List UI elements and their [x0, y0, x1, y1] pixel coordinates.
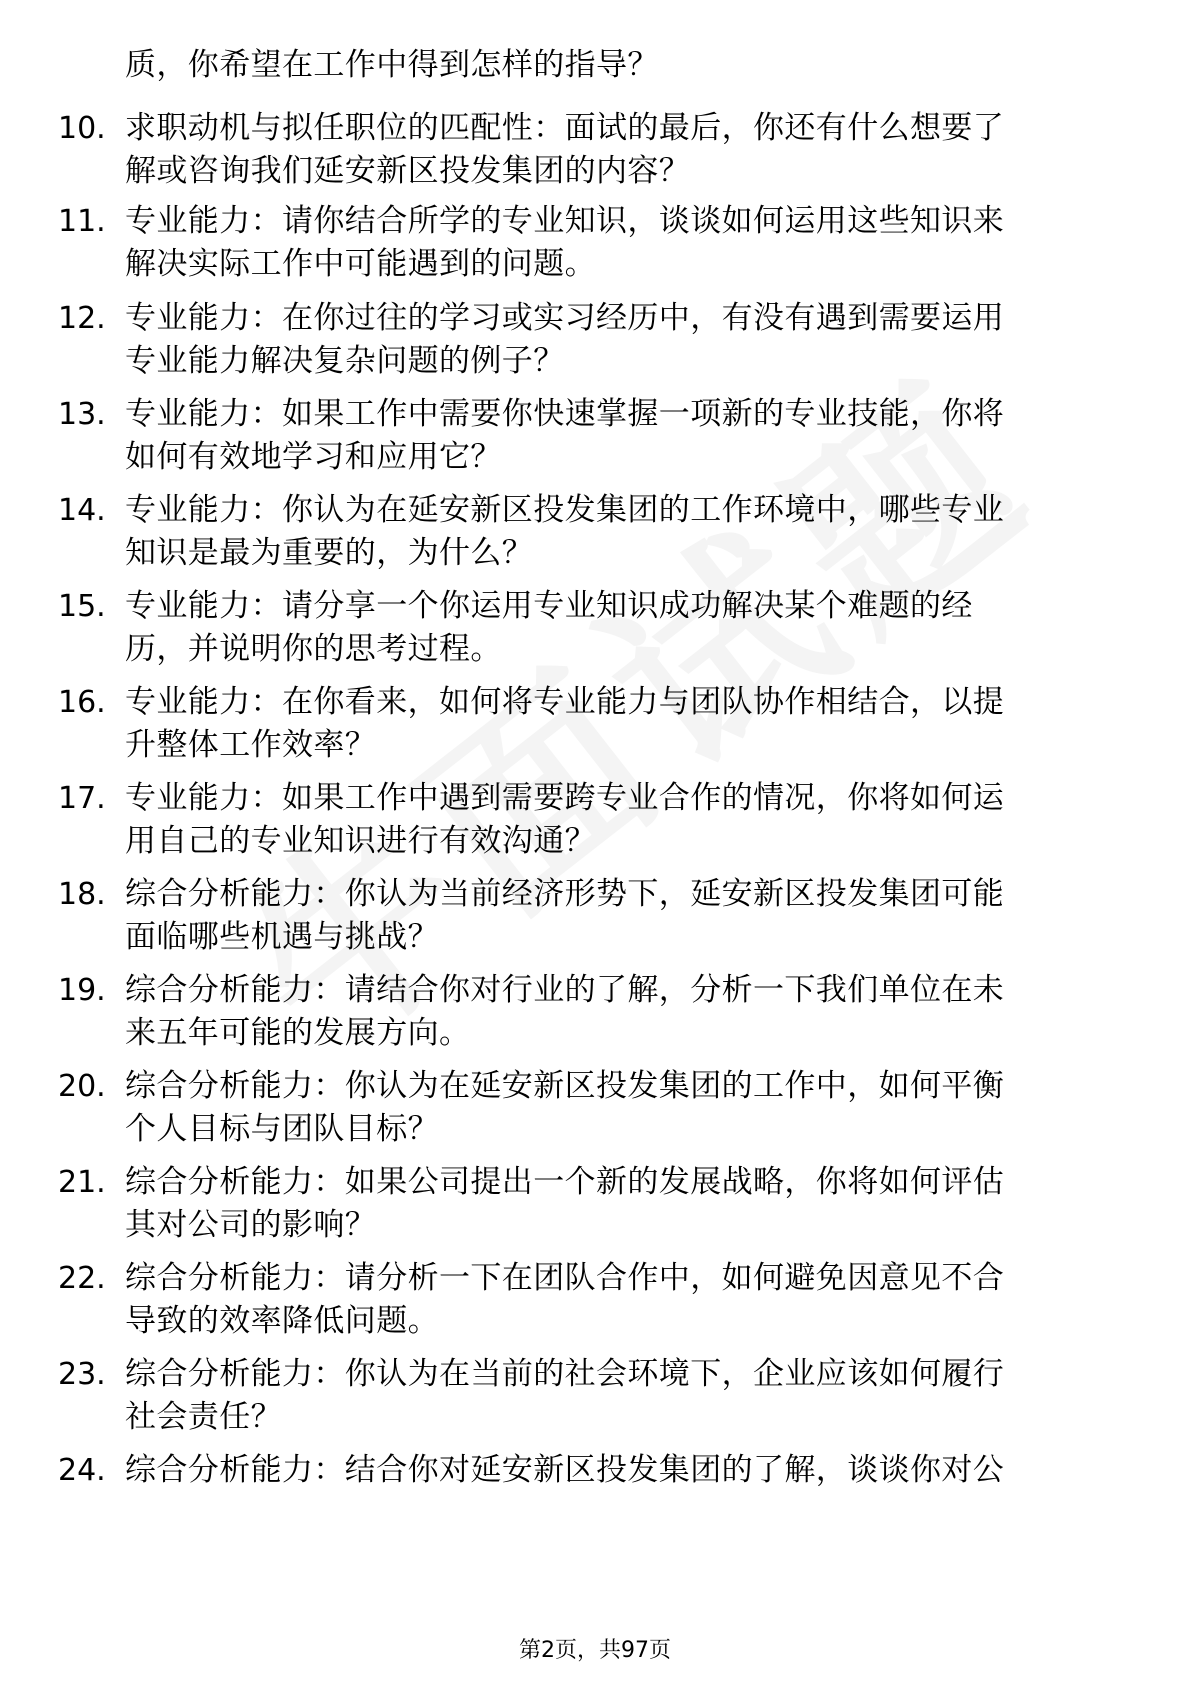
- question-number: 18.: [58, 877, 106, 912]
- question-text-line: 升整体工作效率？: [125, 727, 377, 763]
- question-text-line: 专业能力：在你看来，如何将专业能力与团队协作相结合，以提: [125, 684, 1005, 720]
- question-text-line: 求职动机与拟任职位的匹配性：面试的最后，你还有什么想要了: [125, 110, 1005, 146]
- question-number: 20.: [58, 1069, 106, 1104]
- question-number: 13.: [58, 397, 106, 432]
- question-text-line: 专业能力解决复杂问题的例子？: [125, 343, 565, 379]
- question-text-line: 综合分析能力：如果公司提出一个新的发展战略，你将如何评估: [125, 1164, 1005, 1200]
- question-text-line: 解或咨询我们延安新区投发集团的内容？: [125, 153, 691, 189]
- question-number: 14.: [58, 493, 106, 528]
- question-number: 24.: [58, 1453, 106, 1488]
- question-text-line: 质，你希望在工作中得到怎样的指导？: [125, 47, 659, 83]
- question-text-line: 个人目标与团队目标？: [125, 1111, 439, 1147]
- question-number: 15.: [58, 589, 106, 624]
- question-text-line: 综合分析能力：请结合你对行业的了解，分析一下我们单位在未: [125, 972, 1005, 1008]
- question-number: 19.: [58, 973, 106, 1008]
- question-text-line: 解决实际工作中可能遇到的问题。: [125, 246, 596, 282]
- question-number: 12.: [58, 301, 106, 336]
- question-text-line: 专业能力：在你过往的学习或实习经历中，有没有遇到需要运用: [125, 300, 1005, 336]
- question-text-line: 综合分析能力：你认为当前经济形势下，延安新区投发集团可能: [125, 876, 1005, 912]
- question-text-line: 知识是最为重要的，为什么？: [125, 535, 534, 571]
- question-text-line: 综合分析能力：你认为在延安新区投发集团的工作中，如何平衡: [125, 1068, 1005, 1104]
- question-text-line: 导致的效率降低问题。: [125, 1303, 439, 1339]
- question-text-line: 历，并说明你的思考过程。: [125, 631, 502, 667]
- question-text-line: 其对公司的影响？: [125, 1207, 377, 1243]
- question-text-line: 专业能力：如果工作中遇到需要跨专业合作的情况，你将如何运: [125, 780, 1005, 816]
- question-text-line: 综合分析能力：请分析一下在团队合作中，如何避免因意见不合: [125, 1260, 1005, 1296]
- question-number: 22.: [58, 1261, 106, 1296]
- question-number: 10.: [58, 111, 106, 146]
- question-number: 17.: [58, 781, 106, 816]
- question-number: 11.: [58, 204, 106, 239]
- question-text-line: 用自己的专业知识进行有效沟通？: [125, 823, 596, 859]
- question-text-line: 专业能力：你认为在延安新区投发集团的工作环境中，哪些专业: [125, 492, 1005, 528]
- question-text-line: 如何有效地学习和应用它？: [125, 439, 502, 475]
- question-text-line: 面临哪些机遇与挑战？: [125, 919, 439, 955]
- question-text-line: 专业能力：请你结合所学的专业知识，谈谈如何运用这些知识来: [125, 203, 1005, 239]
- question-text-line: 综合分析能力：结合你对延安新区投发集团的了解，谈谈你对公: [125, 1452, 1005, 1488]
- question-number: 21.: [58, 1165, 106, 1200]
- question-text-line: 来五年可能的发展方向。: [125, 1015, 471, 1051]
- question-text-line: 专业能力：如果工作中需要你快速掌握一项新的专业技能，你将: [125, 396, 1005, 432]
- question-number: 16.: [58, 685, 106, 720]
- page-number: 第2页，共97页: [519, 1638, 671, 1663]
- question-text-line: 综合分析能力：你认为在当前的社会环境下，企业应该如何履行: [125, 1356, 1005, 1392]
- question-text-line: 专业能力：请分享一个你运用专业知识成功解决某个难题的经: [125, 588, 973, 624]
- question-text-line: 社会责任？: [125, 1399, 282, 1435]
- question-number: 23.: [58, 1357, 106, 1392]
